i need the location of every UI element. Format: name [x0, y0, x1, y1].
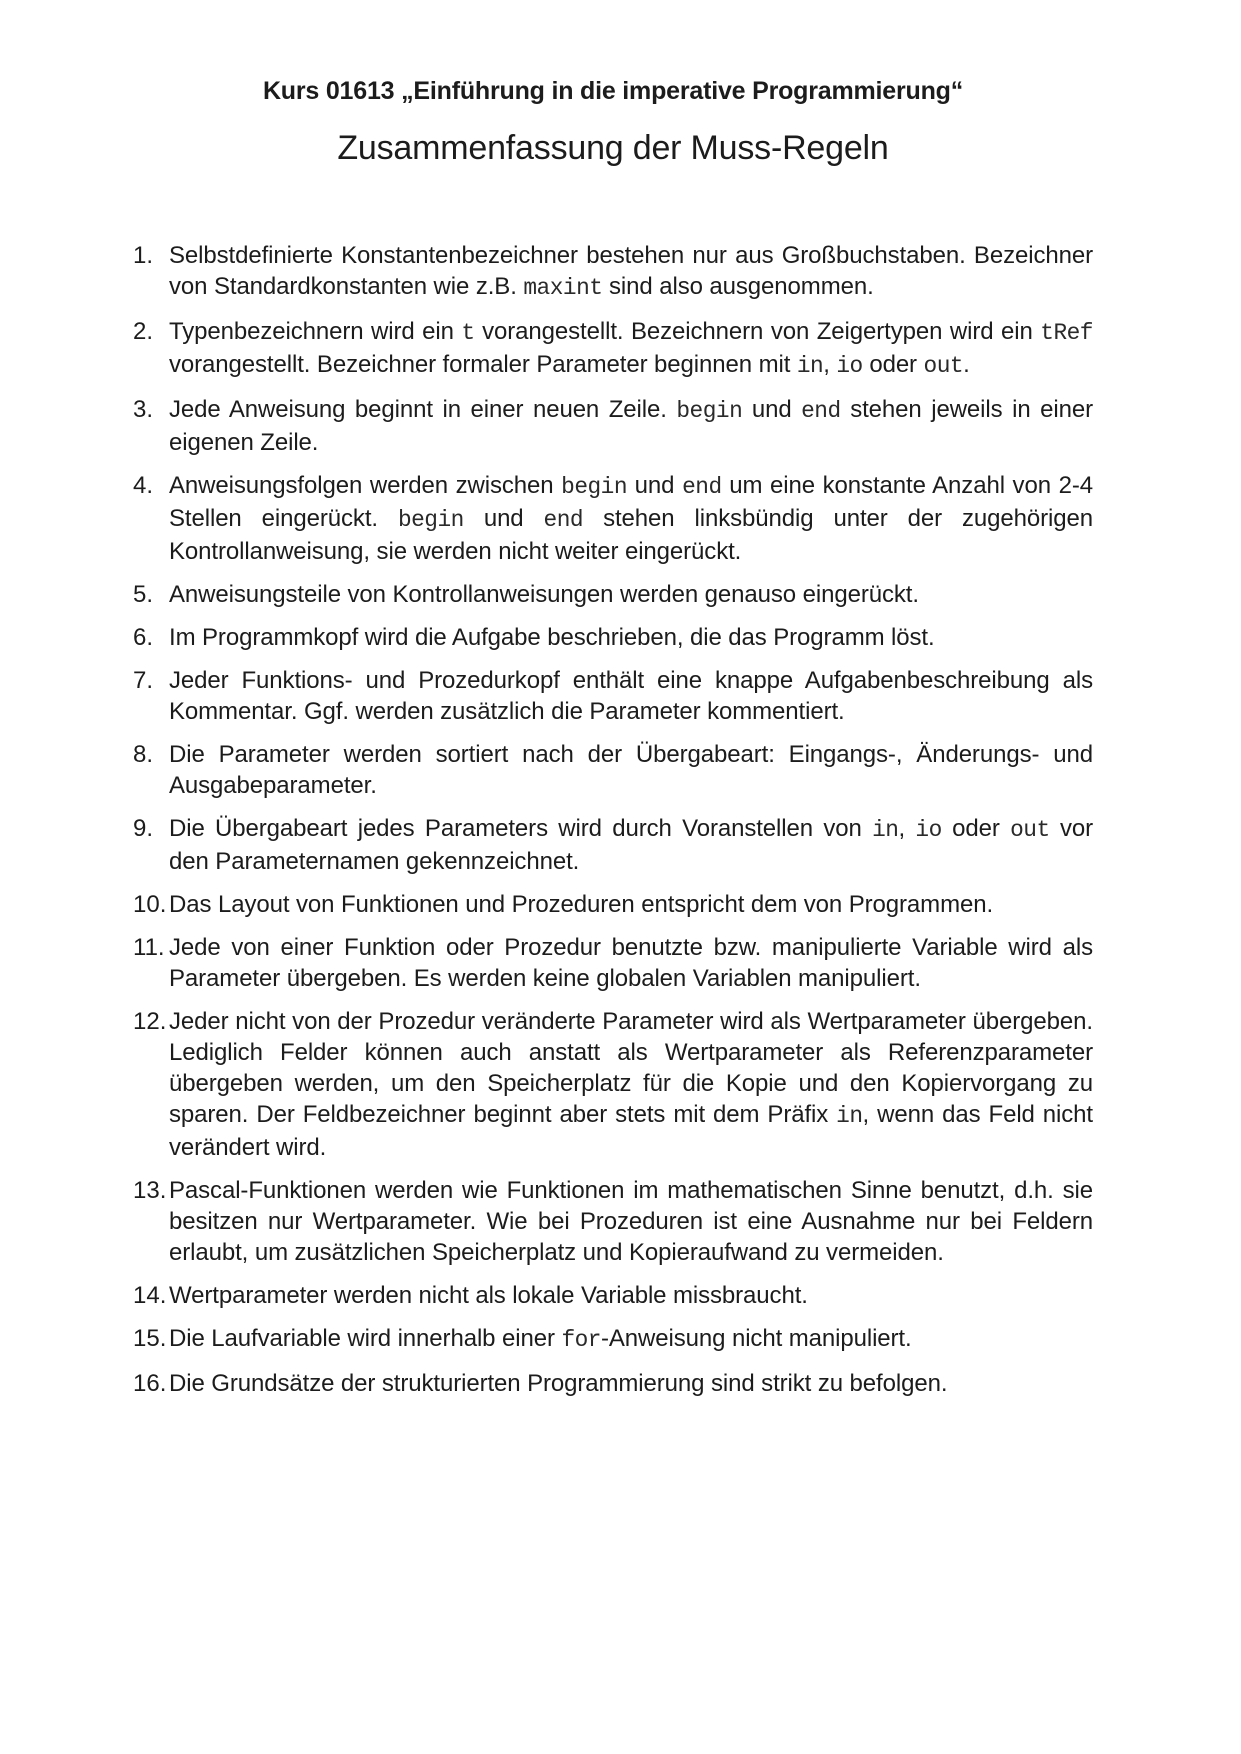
rule-text	[169, 1370, 947, 1397]
text-run: Jede von einer Funktion oder Prozedur benutzte bzw. manipulierte Variable wird als Parameter übergeben. Es werden keine globalen Variablen manipuliert.	[169, 934, 1093, 992]
text-run: , wenn das Feld nicht verändert wird.	[169, 1101, 1093, 1161]
text-run: stehen linksbündig unter der zugehörigen Kontrollanweisung, sie werden nicht weiter eingerückt.	[169, 505, 1093, 565]
rule-text	[169, 1282, 808, 1309]
code-term: begin	[561, 474, 628, 500]
rule-number: 12.	[133, 1008, 167, 1035]
code-term: t	[461, 320, 475, 346]
rule-text	[169, 1008, 1093, 1161]
rule-item-3	[133, 394, 1093, 458]
text-run: sind also ausgenommen.	[602, 273, 874, 300]
rule-text	[169, 242, 1093, 300]
text-run: Typenbezeichnern wird ein	[169, 318, 462, 345]
rule-item-9	[133, 813, 1093, 877]
code-term: io	[836, 353, 863, 379]
rule-number: 7.	[133, 667, 154, 694]
rule-number: 13.	[133, 1177, 167, 1204]
rule-text	[169, 815, 1093, 875]
text-run: Die Parameter werden sortiert nach der Übergabeart: Eingangs-, Änderungs- und Ausgabeparameter.	[169, 741, 1093, 799]
course-header: Kurs 01613 „Einführung in die imperative Programmierung“	[262, 77, 964, 105]
code-term: maxint	[523, 275, 603, 301]
rule-number: 5.	[133, 581, 154, 608]
code-term: end	[682, 474, 722, 500]
text-run: und	[742, 396, 802, 423]
text-run: Die Laufvariable wird innerhalb einer	[169, 1325, 562, 1352]
rule-item-15	[133, 1323, 1093, 1356]
text-run: Die Übergabeart jedes Parameters wird durch Voranstellen von	[169, 815, 873, 842]
rule-item-4	[133, 470, 1093, 567]
document-title: Zusammenfassung der Muss-Regeln	[337, 129, 889, 167]
code-term: io	[915, 817, 942, 843]
rule-item-6	[133, 622, 1093, 653]
rules-list	[133, 240, 1093, 1399]
rule-number: 1.	[133, 242, 154, 269]
rule-item-2	[133, 316, 1093, 382]
text-run: ,	[898, 815, 916, 842]
rule-item-16	[133, 1368, 1093, 1399]
text-run: oder	[941, 815, 1011, 842]
rule-number: 15.	[133, 1325, 167, 1352]
text-run: vorangestellt. Bezeichnern von Zeigertypen wird ein	[474, 318, 1041, 345]
rule-number: 2.	[133, 318, 154, 345]
text-run: Jeder nicht von der Prozedur veränderte Parameter wird als Wertparameter übergeben. Lediglich Felder können auch anstatt als Wertparameter als Referenzparameter übergeben werden, um den Speicherplatz für die Kopie und den Kopiervorgang zu sparen. Der Feldbezeichner beginnt aber stets mit dem Präfix	[169, 1008, 1093, 1128]
rule-number: 9.	[133, 815, 154, 842]
code-term: in	[796, 353, 824, 379]
code-term: tRef	[1040, 320, 1093, 346]
rule-item-7	[133, 665, 1093, 727]
text-run: um eine konstante Anzahl von 2-4 Stellen eingerückt.	[169, 472, 1093, 532]
text-run: Die Grundsätze der strukturierten Programmierung sind strikt zu befolgen.	[169, 1370, 948, 1397]
text-run: Wertparameter werden nicht als lokale Variable missbraucht.	[169, 1282, 808, 1309]
rule-item-10	[133, 889, 1093, 920]
rule-text	[169, 1177, 1093, 1266]
text-run: .	[963, 351, 970, 378]
text-run: vor den Parameternamen gekennzeichnet.	[169, 815, 1094, 875]
code-term: end	[543, 507, 584, 533]
rule-number: 8.	[133, 741, 154, 768]
rule-item-14	[133, 1280, 1093, 1311]
rule-item-12	[133, 1006, 1093, 1163]
rule-number: 6.	[133, 624, 154, 651]
rule-item-13	[133, 1175, 1093, 1268]
text-run: vorangestellt. Bezeichner formaler Parameter beginnen mit	[169, 351, 797, 378]
code-term: in	[836, 1103, 863, 1129]
rule-number: 3.	[133, 396, 154, 423]
text-run: stehen jeweils in einer eigenen Zeile.	[169, 396, 1093, 456]
code-term: in	[872, 817, 899, 843]
text-run: Pascal-Funktionen werden wie Funktionen im mathematischen Sinne benutzt, d.h. sie besitzen nur Wertparameter. Wie bei Prozeduren ist eine Ausnahme nur bei Feldern erlaubt, um zusätzlichen Speicherplatz und Kopieraufwand zu vermeiden.	[169, 1177, 1093, 1266]
code-term: end	[801, 398, 841, 424]
rule-item-11	[133, 932, 1093, 994]
text-run: Jeder Funktions- und Prozedurkopf enthält eine knappe Aufgabenbeschreibung als Kommentar. Ggf. werden zusätzlich die Parameter kommentiert.	[169, 667, 1093, 725]
rule-item-1	[133, 240, 1093, 304]
text-run: Das Layout von Funktionen und Prozeduren entspricht dem von Programmen.	[169, 891, 994, 918]
text-run: Selbstdefinierte Konstantenbezeichner bestehen nur aus Großbuchstaben. Bezeichner von Standardkonstanten wie z.B.	[169, 242, 1093, 300]
rule-text	[169, 934, 1093, 992]
text-run: -Anweisung nicht manipuliert.	[600, 1325, 912, 1352]
rule-text	[169, 396, 1093, 456]
rule-text	[169, 667, 1093, 725]
text-run: Im Programmkopf wird die Aufgabe beschrieben, die das Programm löst.	[169, 624, 935, 651]
rule-number: 16.	[133, 1370, 167, 1397]
rule-text	[169, 741, 1093, 799]
code-term: for	[561, 1327, 601, 1353]
text-run: Anweisungsfolgen werden zwischen	[169, 472, 562, 499]
text-run: und	[463, 505, 544, 532]
text-run: Jede Anweisung beginnt in einer neuen Zeile.	[169, 396, 677, 423]
code-term: out	[1010, 817, 1050, 843]
rule-item-5	[133, 579, 1093, 610]
rule-text	[169, 1325, 912, 1352]
text-run: und	[627, 472, 683, 499]
text-run: Anweisungsteile von Kontrollanweisungen werden genauso eingerückt.	[169, 581, 919, 608]
rule-text	[169, 581, 919, 608]
code-term: out	[923, 353, 964, 379]
rule-text	[169, 472, 1093, 565]
text-run: oder	[862, 351, 924, 378]
rule-text	[169, 624, 935, 651]
rule-text	[169, 891, 993, 918]
rule-number: 4.	[133, 472, 154, 499]
code-term: begin	[676, 398, 743, 424]
text-run: ,	[823, 351, 837, 378]
rule-number: 14.	[133, 1282, 167, 1309]
rule-item-8	[133, 739, 1093, 801]
rule-text	[169, 318, 1093, 378]
rule-number: 10.	[133, 891, 167, 918]
rule-number: 11.	[133, 934, 165, 961]
code-term: begin	[397, 507, 464, 533]
